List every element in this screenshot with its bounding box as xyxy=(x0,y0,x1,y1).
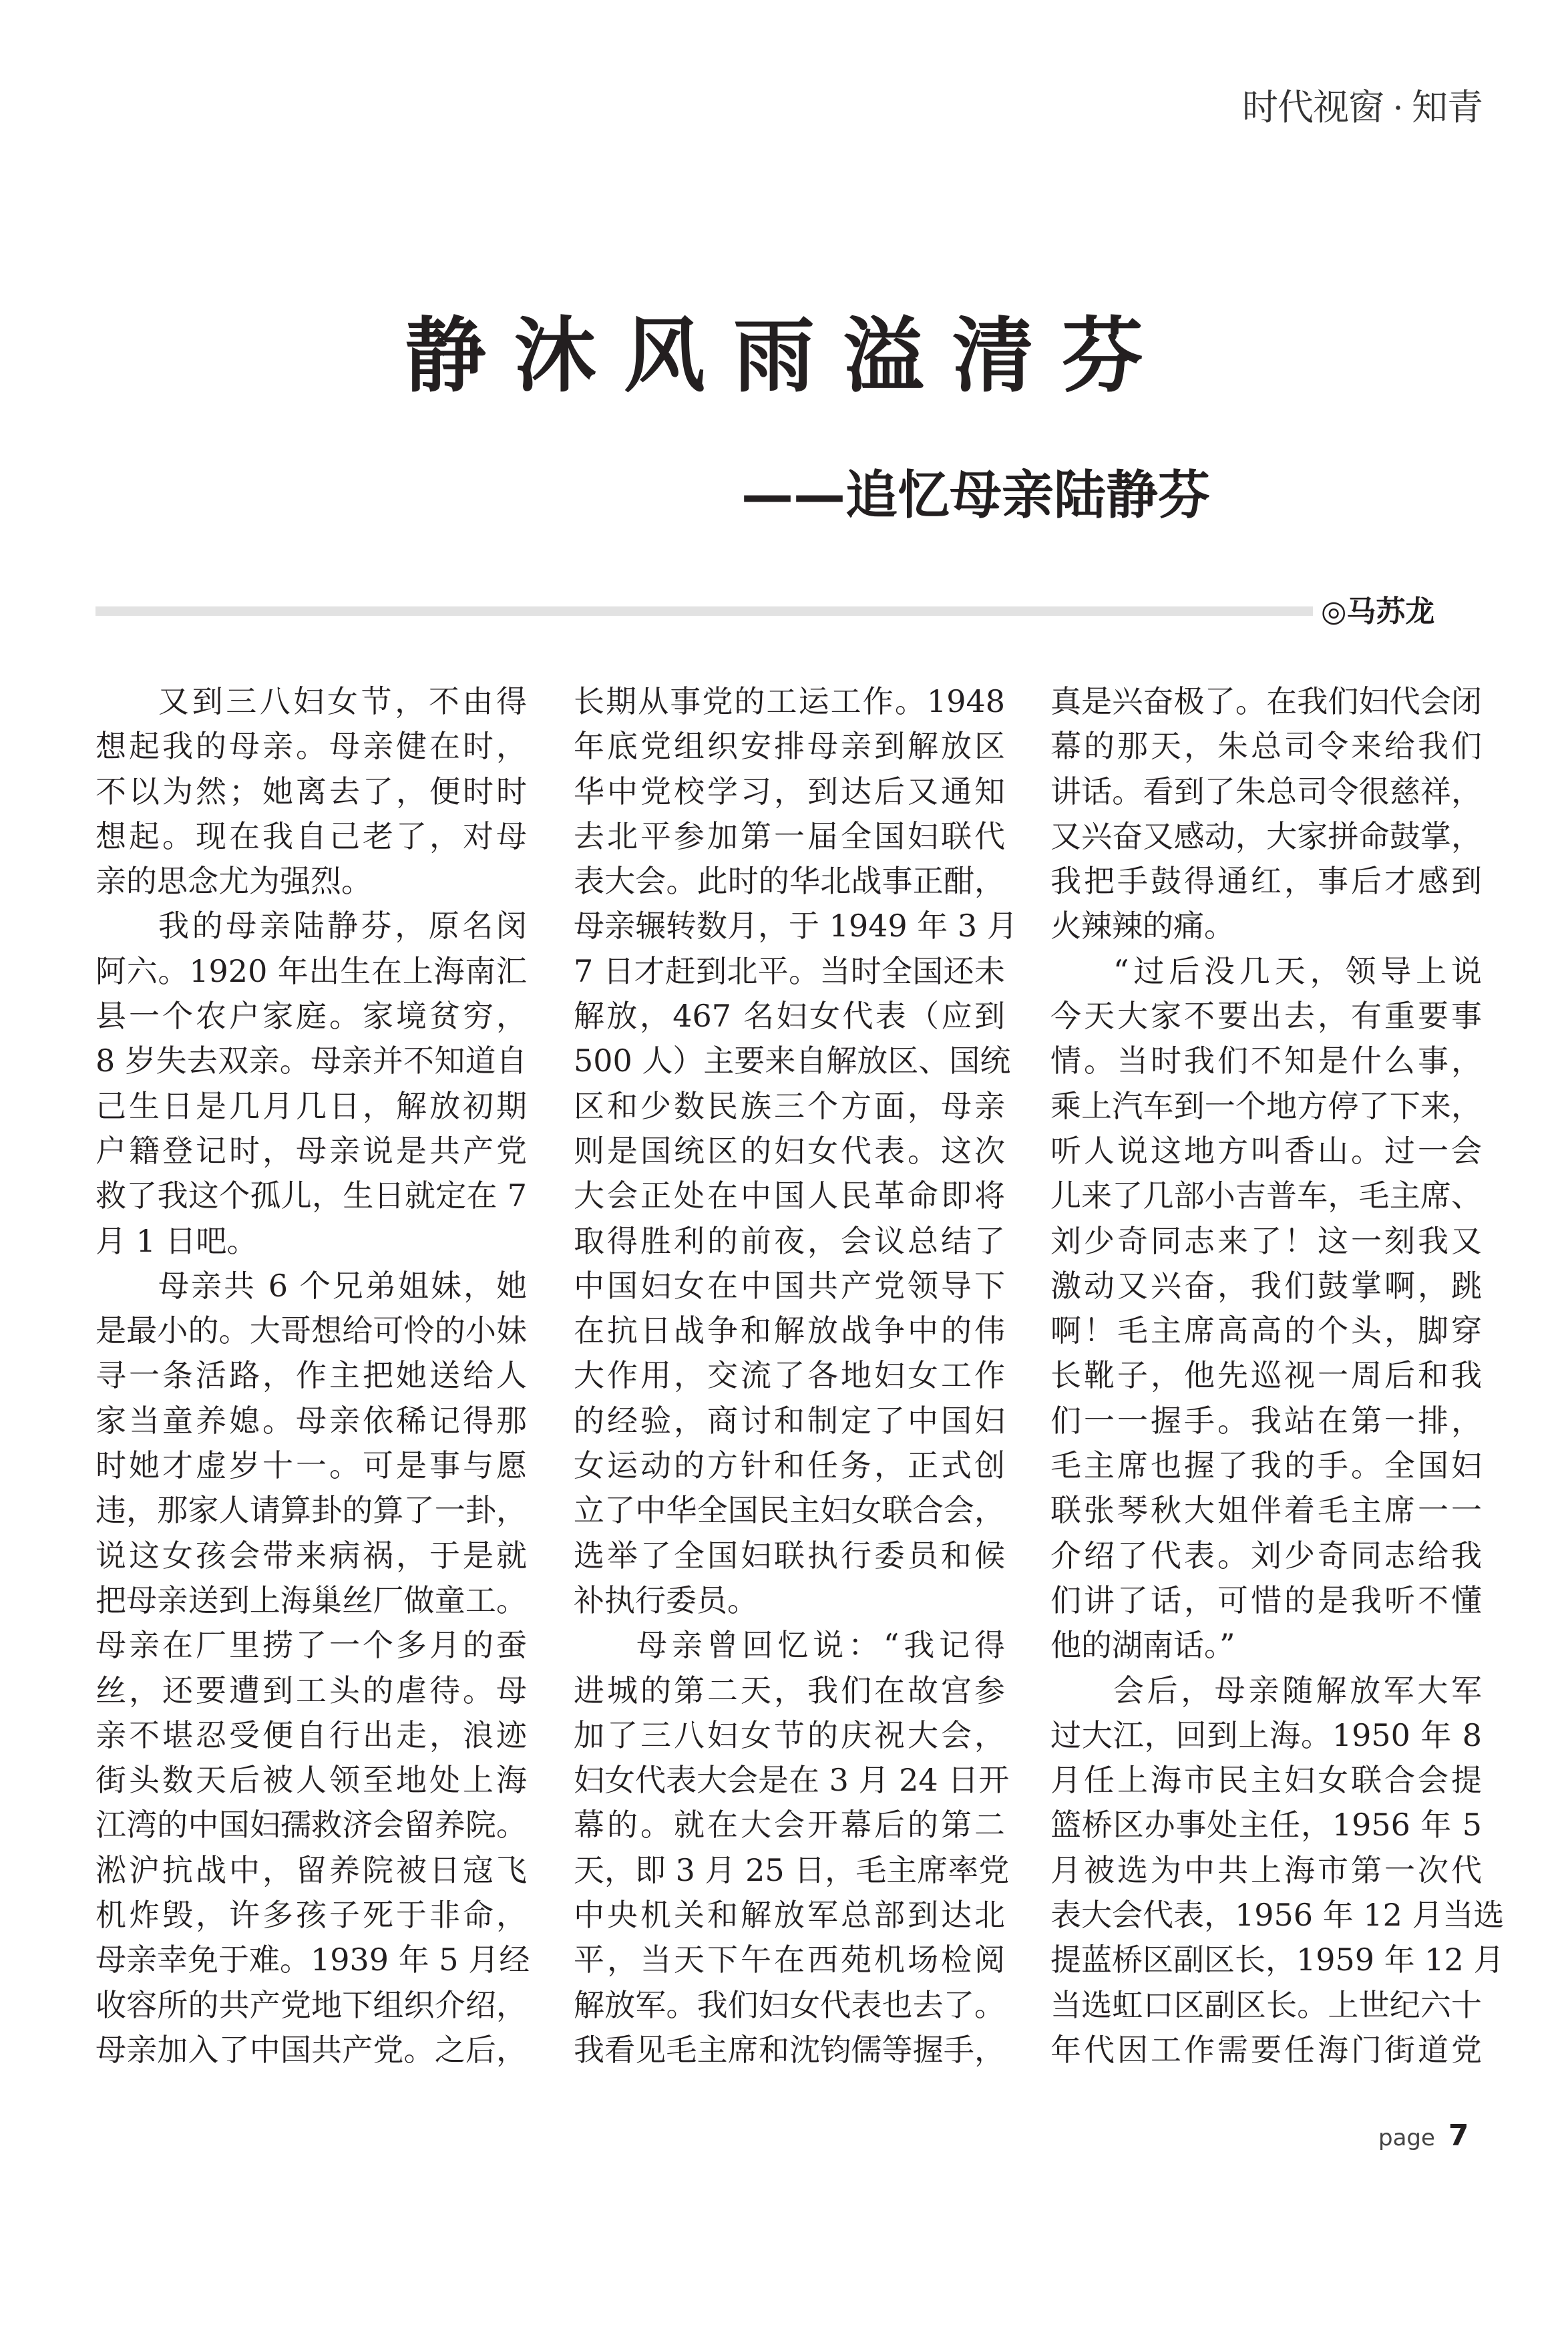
text-line: 进城的第二天，我们在故宫参 xyxy=(574,1672,1005,1709)
text-line: “过后没几天，领导上说 xyxy=(1113,952,1482,989)
text-line: 不以为然；她离去了，便时时 xyxy=(95,773,527,810)
text-line: 过大江，回到上海。1950 年 8 xyxy=(1050,1717,1482,1753)
text-line: 我把手鼓得通红，事后才感到 xyxy=(1050,863,1482,900)
text-line: 表大会。此时的华北战事正酣， xyxy=(574,863,1005,900)
text-line: 今天大家不要出去，有重要事 xyxy=(1050,998,1482,1035)
article-title: 静沐风雨溢清芬 xyxy=(405,307,1171,403)
text-line: 立了中华全国民主妇女联合会， xyxy=(574,1492,1005,1529)
text-line: 听人说这地方叫香山。过一会 xyxy=(1050,1132,1482,1169)
text-line: 寻一条活路，作主把她送给人 xyxy=(95,1357,527,1394)
text-line: 把母亲送到上海巢丝厂做童工。 xyxy=(95,1582,527,1618)
text-line: 街头数天后被人领至地处上海 xyxy=(95,1762,527,1799)
text-line: 会后，母亲随解放军大军 xyxy=(1113,1672,1482,1709)
text-line: 年代因工作需要任海门街道党 xyxy=(1050,2031,1482,2068)
text-line: 又到三八妇女节，不由得 xyxy=(158,683,527,719)
text-line: 情。当时我们不知是什么事， xyxy=(1050,1043,1482,1079)
text-line: 妇女代表大会是在 3 月 24 日开 xyxy=(574,1762,1010,1799)
paragraph xyxy=(1050,1668,1505,2073)
text-line: 淞沪抗战中，留养院被日寇飞 xyxy=(95,1851,527,1888)
text-column-1 xyxy=(95,679,530,2073)
text-line: 讲话。看到了朱总司令很慈祥， xyxy=(1050,773,1482,810)
text-line: 解放，467 名妇女代表（应到 xyxy=(574,998,1005,1035)
text-line: 丝，还要遭到工头的虐待。母 xyxy=(95,1672,527,1709)
text-line: 己生日是几月几日，解放初期 xyxy=(95,1087,527,1124)
text-line: 收容所的共产党地下组织介绍， xyxy=(95,1986,527,2023)
text-line: 女运动的方针和任务，正式创 xyxy=(574,1447,1005,1484)
text-line: 加了三八妇女节的庆祝大会， xyxy=(574,1717,1005,1753)
text-line: 时她才虚岁十一。可是事与愿 xyxy=(95,1447,527,1484)
text-line: 户籍登记时，母亲说是共产党 xyxy=(95,1132,527,1169)
text-line: 我看见毛主席和沈钧儒等握手， xyxy=(574,2031,1005,2068)
text-line: 月被选为中共上海市第一次代 xyxy=(1050,1851,1482,1888)
paragraph xyxy=(1050,679,1482,949)
paragraph xyxy=(95,1264,530,2073)
text-line: 母亲曾回忆说：“我记得 xyxy=(636,1627,1005,1664)
text-line: 补执行委员。 xyxy=(574,1582,758,1618)
text-line: 真是兴奋极了。在我们妇代会闭 xyxy=(1050,683,1482,719)
text-line: 中央机关和解放军总部到达北 xyxy=(574,1897,1005,1934)
text-line: 火辣辣的痛。 xyxy=(1050,908,1235,944)
text-line: 机炸毁，许多孩子死于非命， xyxy=(95,1897,527,1934)
page-number-value: 7 xyxy=(1448,2119,1469,2153)
text-line: 违，那家人请算卦的算了一卦， xyxy=(95,1492,527,1529)
text-line: 刘少奇同志来了！这一刻我又 xyxy=(1050,1222,1482,1259)
text-line: 的经验，商讨和制定了中国妇 xyxy=(574,1402,1005,1439)
text-line: 江湾的中国妇孺救济会留养院。 xyxy=(95,1807,527,1843)
text-line: 500 人）主要来自解放区、国统 xyxy=(574,1043,1011,1079)
text-line: 取得胜利的前夜，会议总结了 xyxy=(574,1222,1005,1259)
text-line: 中国妇女在中国共产党领导下 xyxy=(574,1267,1005,1304)
text-line: 表大会代表，1956 年 12 月当选 xyxy=(1050,1897,1505,1934)
text-line: 儿来了几部小吉普车，毛主席、 xyxy=(1050,1178,1482,1214)
title-rule-divider xyxy=(95,606,1313,616)
text-line: 亲的思念尤为强烈。 xyxy=(95,863,372,900)
text-line: 7 日才赶到北平。当时全国还未 xyxy=(574,952,1005,989)
paragraph xyxy=(95,679,527,904)
text-line: 幕的。就在大会开幕后的第二 xyxy=(574,1807,1005,1843)
text-line: 阿六。1920 年出生在上海南汇 xyxy=(95,952,527,989)
text-line: 母亲加入了中国共产党。之后， xyxy=(95,2031,527,2068)
text-line: 乘上汽车到一个地方停了下来， xyxy=(1050,1087,1482,1124)
text-line: 县一个农户家庭。家境贫穷， xyxy=(95,998,527,1035)
text-line: 毛主席也握了我的手。全国妇 xyxy=(1050,1447,1482,1484)
paragraph xyxy=(95,904,527,1263)
text-line: 联张琴秋大姐伴着毛主席一一 xyxy=(1050,1492,1482,1529)
paragraph xyxy=(574,679,1018,1623)
text-line: 我的母亲陆静芬，原名闵 xyxy=(158,908,527,944)
text-line: 大作用，交流了各地妇女工作 xyxy=(574,1357,1005,1394)
text-line: 区和少数民族三个方面，母亲 xyxy=(574,1087,1005,1124)
text-line: 们一一握手。我站在第一排， xyxy=(1050,1402,1482,1439)
text-line: 他的湖南话。” xyxy=(1050,1627,1235,1664)
text-line: 年底党组织安排母亲到解放区 xyxy=(574,728,1005,765)
text-line: 在抗日战争和解放战争中的伟 xyxy=(574,1312,1005,1349)
paragraph xyxy=(574,1623,1010,2073)
text-line: 母亲共 6 个兄弟姐妹，她 xyxy=(158,1267,527,1304)
text-line: 介绍了代表。刘少奇同志给我 xyxy=(1050,1537,1482,1574)
page-label: page xyxy=(1378,2125,1435,2151)
text-line: 去北平参加第一届全国妇联代 xyxy=(574,818,1005,854)
text-line: 提蓝桥区副区长，1959 年 12 月 xyxy=(1050,1942,1505,1978)
text-line: 华中党校学习，到达后又通知 xyxy=(574,773,1005,810)
text-line: 是最小的。大哥想给可怜的小妹 xyxy=(95,1312,527,1349)
text-line: 母亲幸免于难。1939 年 5 月经 xyxy=(95,1942,530,1978)
text-line: 们讲了话，可惜的是我听不懂 xyxy=(1050,1582,1482,1618)
text-line: 8 岁失去双亲。母亲并不知道自 xyxy=(95,1043,527,1079)
text-line: 说这女孩会带来病祸，于是就 xyxy=(95,1537,527,1574)
article-subtitle: ——追忆母亲陆静芬 xyxy=(741,466,1211,526)
text-line: 想起。现在我自己老了，对母 xyxy=(95,818,527,854)
text-line: 想起我的母亲。母亲健在时， xyxy=(95,728,527,765)
text-line: 啊！毛主席高高的个头，脚穿 xyxy=(1050,1312,1482,1349)
text-line: 当选虹口区副区长。上世纪六十 xyxy=(1050,1986,1482,2023)
text-line: 篮桥区办事处主任，1956 年 5 xyxy=(1050,1807,1482,1843)
text-line: 平，当天下午在西苑机场检阅 xyxy=(574,1942,1005,1978)
paragraph xyxy=(1050,949,1482,1668)
text-line: 长期从事党的工运工作。1948 xyxy=(574,683,1005,719)
author-byline: ◎马苏龙 xyxy=(1321,594,1435,629)
text-line: 解放军。我们妇女代表也去了。 xyxy=(574,1986,1005,2023)
text-line: 母亲在厂里捞了一个多月的蚕 xyxy=(95,1627,527,1664)
text-line: 母亲辗转数月，于 1949 年 3 月 xyxy=(574,908,1018,944)
text-line: 天，即 3 月 25 日，毛主席率党 xyxy=(574,1851,1010,1888)
text-line: 长靴子，他先巡视一周后和我 xyxy=(1050,1357,1482,1394)
page-number xyxy=(1378,2119,1469,2153)
text-line: 救了我这个孤儿，生日就定在 7 xyxy=(95,1178,527,1214)
text-line: 亲不堪忍受便自行出走，浪迹 xyxy=(95,1717,527,1753)
text-line: 选举了全国妇联执行委员和候 xyxy=(574,1537,1005,1574)
text-line: 家当童养媳。母亲依稀记得那 xyxy=(95,1402,527,1439)
text-line: 月任上海市民主妇女联合会提 xyxy=(1050,1762,1482,1799)
text-line: 则是国统区的妇女代表。这次 xyxy=(574,1132,1005,1169)
text-line: 幕的那天，朱总司令来给我们 xyxy=(1050,728,1482,765)
text-line: 大会正处在中国人民革命即将 xyxy=(574,1178,1005,1214)
text-column-2 xyxy=(574,679,1018,2073)
text-column-3 xyxy=(1050,679,1505,2073)
text-line: 激动又兴奋，我们鼓掌啊，跳 xyxy=(1050,1267,1482,1304)
section-label: 时代视窗 · 知青 xyxy=(1242,87,1483,128)
text-line: 又兴奋又感动，大家拼命鼓掌， xyxy=(1050,818,1482,854)
text-line: 月 1 日吧。 xyxy=(95,1222,258,1259)
